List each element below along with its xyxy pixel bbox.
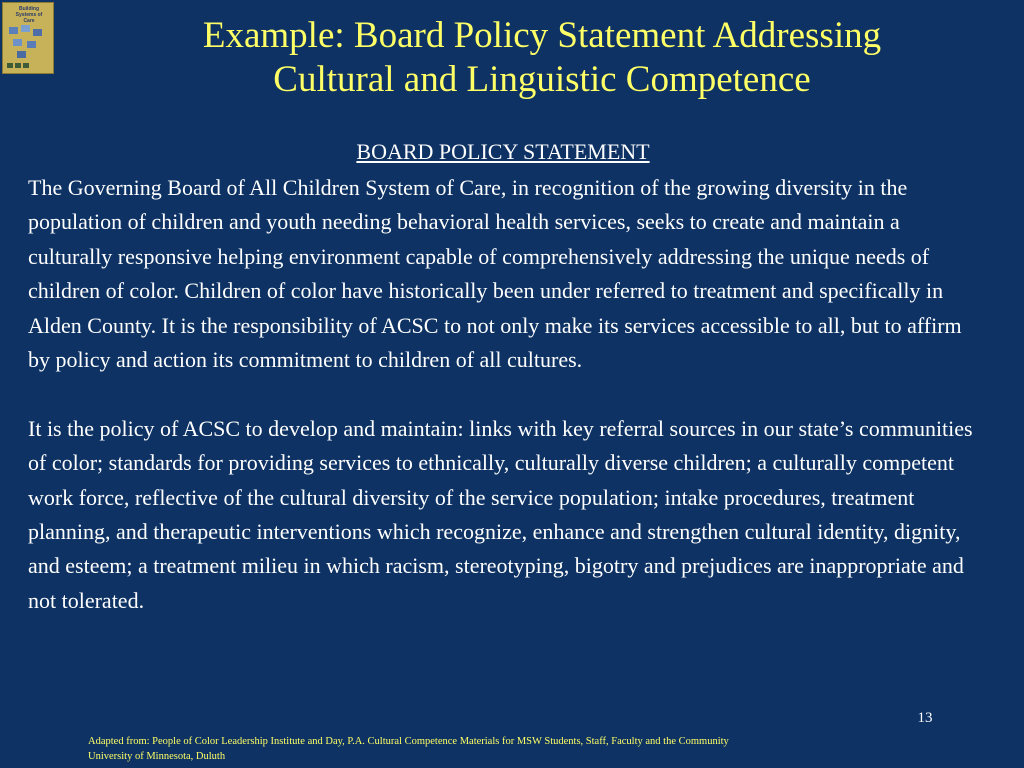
logo-block-8 bbox=[15, 63, 21, 68]
logo-block-4 bbox=[13, 39, 22, 46]
logo-block-1 bbox=[9, 27, 18, 34]
logo-block-5 bbox=[27, 41, 36, 48]
logo-block-2 bbox=[21, 25, 30, 32]
logo-text-line-1: Building bbox=[19, 6, 39, 12]
logo-text-line-3: Care bbox=[23, 18, 35, 24]
slide-title bbox=[60, 14, 1024, 102]
board-policy-statement-heading: BOARD POLICY STATEMENT bbox=[356, 139, 650, 164]
logo-block-7 bbox=[7, 63, 13, 68]
footnote-line-1: Adapted from: People of Color Leadership Institute and Day, P.A. Cultural Competence Materials for MSW Students, Staff, Faculty and the Community bbox=[88, 736, 729, 747]
policy-body bbox=[28, 171, 988, 618]
logo-block-9 bbox=[23, 63, 29, 68]
page-number: 13 bbox=[917, 710, 933, 726]
logo-block-6 bbox=[17, 51, 26, 58]
logo-block-3 bbox=[33, 29, 42, 36]
slide-title-line-1: Example: Board Policy Statement Addressing bbox=[202, 15, 882, 56]
source-footnote bbox=[88, 734, 988, 764]
policy-paragraph-2: It is the policy of ACSC to develop and maintain: links with key referral sources in our state’s communities of color; standards for providing services to ethnically, culturally diverse children; a culturally competent work force, reflective of the cultural diversity of the service population; intake procedures, treatment planning, and therapeutic interventions which recognize, enhance and strengthen cultural identity, dignity, and esteem; a treatment milieu in which racism, stereotyping, bigotry and prejudices are inappropriate and not tolerated. bbox=[28, 415, 973, 613]
logo-text-line-2: Systems of bbox=[15, 12, 43, 18]
policy-paragraph-1: The Governing Board of All Children System of Care, in recognition of the growing diversity in the population of children and youth needing behavioral health services, seeks to create and maintain a culturally responsive helping environment capable of comprehensively addressing the unique needs of children of color. Children of color have historically been under referred to treatment and specifically in Alden County. It is the responsibility of ACSC to not only make its services accessible to all, but to affirm by policy and action its commitment to children of all cultures. bbox=[28, 175, 962, 373]
footnote-line-2: University of Minnesota, Duluth bbox=[88, 751, 226, 762]
building-systems-of-care-logo bbox=[2, 2, 54, 74]
slide-title-line-2: Cultural and Linguistic Competence bbox=[273, 59, 811, 100]
logo-text bbox=[7, 6, 51, 24]
